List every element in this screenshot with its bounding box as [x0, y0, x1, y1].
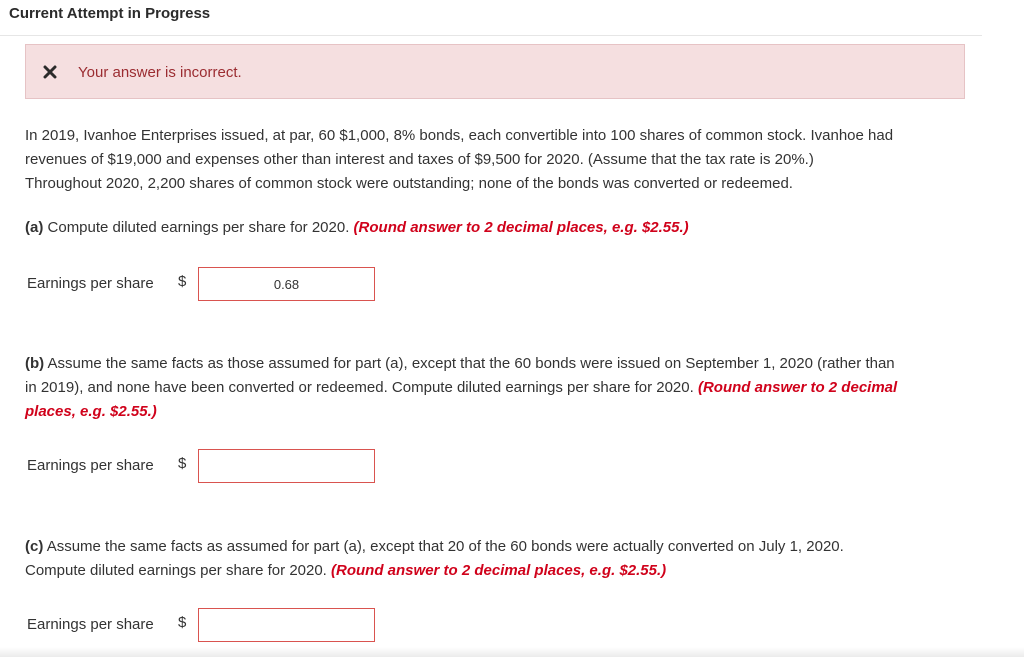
problem-line-1: In 2019, Ivanhoe Enterprises issued, at par, 60 $1,000, 8% bonds, each convertible into 100 shares of common stock. Ivanhoe had	[25, 127, 894, 144]
part-b-hint-1: (Round answer to 2 decimal	[697, 379, 898, 396]
part-c-eps-input[interactable]	[198, 608, 375, 642]
problem-statement	[25, 124, 893, 196]
alert-message: Your answer is incorrect.	[78, 64, 242, 81]
x-mark-icon	[43, 65, 57, 79]
part-b-hint-2: places, e.g. $2.55.)	[25, 403, 157, 420]
part-a-label: (a)	[25, 219, 44, 236]
part-b-text-2: in 2019), and none have been converted or redeemed. Compute diluted earnings per share for 2020.	[25, 379, 694, 396]
page-title: Current Attempt in Progress	[9, 5, 211, 22]
part-c-hint: (Round answer to 2 decimal places, e.g. $2.55.)	[331, 562, 667, 579]
problem-line-3: Throughout 2020, 2,200 shares of common stock were outstanding; none of the bonds was converted or redeemed.	[25, 175, 793, 192]
part-a-eps-input[interactable]	[198, 267, 375, 301]
part-a-currency: $	[178, 273, 187, 290]
part-c-currency: $	[178, 614, 187, 631]
part-b-label: (b)	[25, 355, 45, 372]
part-a-hint: (Round answer to 2 decimal places, e.g. $2.55.)	[353, 219, 689, 236]
part-a-text: Compute diluted earnings per share for 2020.	[47, 219, 350, 236]
part-b-question	[25, 352, 897, 424]
incorrect-answer-alert	[25, 44, 965, 99]
part-c-text-1: Assume the same facts as assumed for part (a), except that 20 of the 60 bonds were actually converted on July 1, 2020.	[46, 538, 844, 555]
part-b-answer-label: Earnings per share	[27, 457, 154, 474]
part-b-text-1: Assume the same facts as those assumed for part (a), except that the 60 bonds were issued on September 1, 2020 (rather than	[47, 355, 895, 372]
part-a-answer-label: Earnings per share	[27, 275, 154, 292]
part-a-question	[25, 216, 689, 240]
part-c-question	[25, 535, 844, 583]
part-b-eps-input[interactable]	[198, 449, 375, 483]
problem-line-2: revenues of $19,000 and expenses other than interest and taxes of $9,500 for 2020. (Assume that the tax rate is 20%.)	[25, 151, 814, 168]
header-divider	[0, 35, 982, 36]
part-c-text-2: Compute diluted earnings per share for 2020.	[25, 562, 327, 579]
part-c-label: (c)	[25, 538, 44, 555]
bottom-shadow	[0, 647, 1024, 657]
part-b-currency: $	[178, 455, 187, 472]
part-c-answer-label: Earnings per share	[27, 616, 154, 633]
